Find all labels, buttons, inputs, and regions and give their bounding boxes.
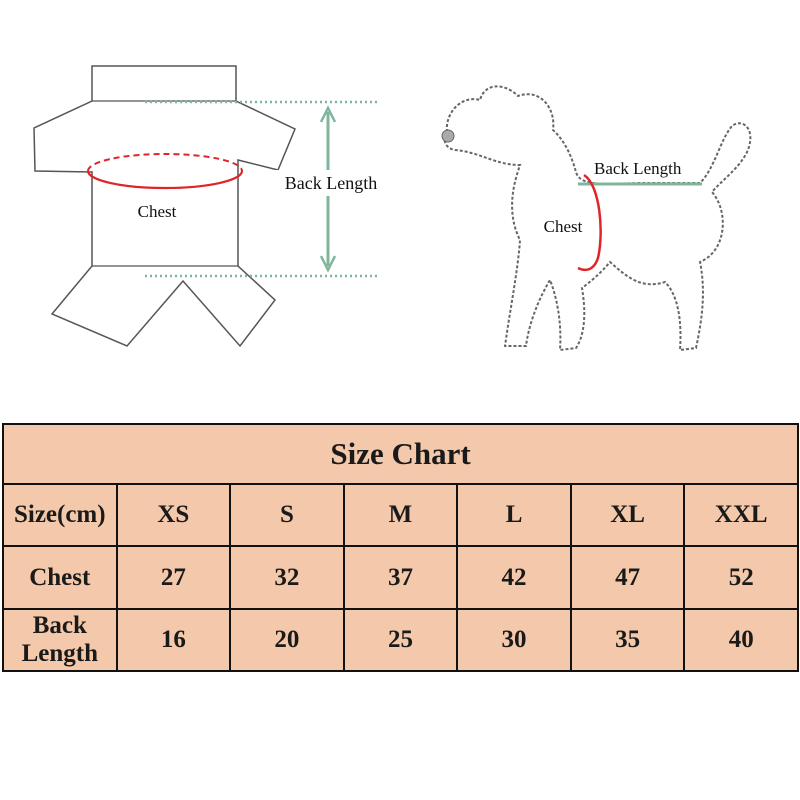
back-length-value: 35 — [571, 609, 685, 671]
dog-outline — [445, 86, 751, 350]
back-length-row-label: Back Length — [3, 609, 117, 671]
chest-value: 42 — [457, 546, 571, 608]
back-length-value: 30 — [457, 609, 571, 671]
shirt-back-length-label: Back Length — [284, 173, 378, 193]
shirt-diagram — [34, 66, 388, 346]
back-length-value: 20 — [230, 609, 344, 671]
back-length-value: 16 — [117, 609, 231, 671]
size-chart-table — [2, 423, 799, 672]
chest-row-label: Chest — [3, 546, 117, 608]
table-title: Size Chart — [3, 424, 798, 484]
size-l: L — [457, 484, 571, 546]
back-length-value: 40 — [684, 609, 798, 671]
size-xxl: XXL — [684, 484, 798, 546]
chest-value: 32 — [230, 546, 344, 608]
size-header-row — [3, 484, 798, 546]
size-m: M — [344, 484, 458, 546]
chest-value: 52 — [684, 546, 798, 608]
chest-row — [3, 546, 798, 608]
back-length-value: 25 — [344, 609, 458, 671]
dog-back-length-label: Back Length — [594, 159, 682, 178]
dog-chest-label: Chest — [543, 217, 583, 236]
dog-diagram — [442, 86, 750, 350]
chest-value: 47 — [571, 546, 685, 608]
chest-value: 27 — [117, 546, 231, 608]
chest-value: 37 — [344, 546, 458, 608]
dog-nose-icon — [442, 130, 454, 142]
size-s: S — [230, 484, 344, 546]
size-header-label: Size(cm) — [3, 484, 117, 546]
size-xs: XS — [117, 484, 231, 546]
shirt-chest-label: Chest — [137, 202, 177, 221]
back-length-row — [3, 609, 798, 671]
size-xl: XL — [571, 484, 685, 546]
